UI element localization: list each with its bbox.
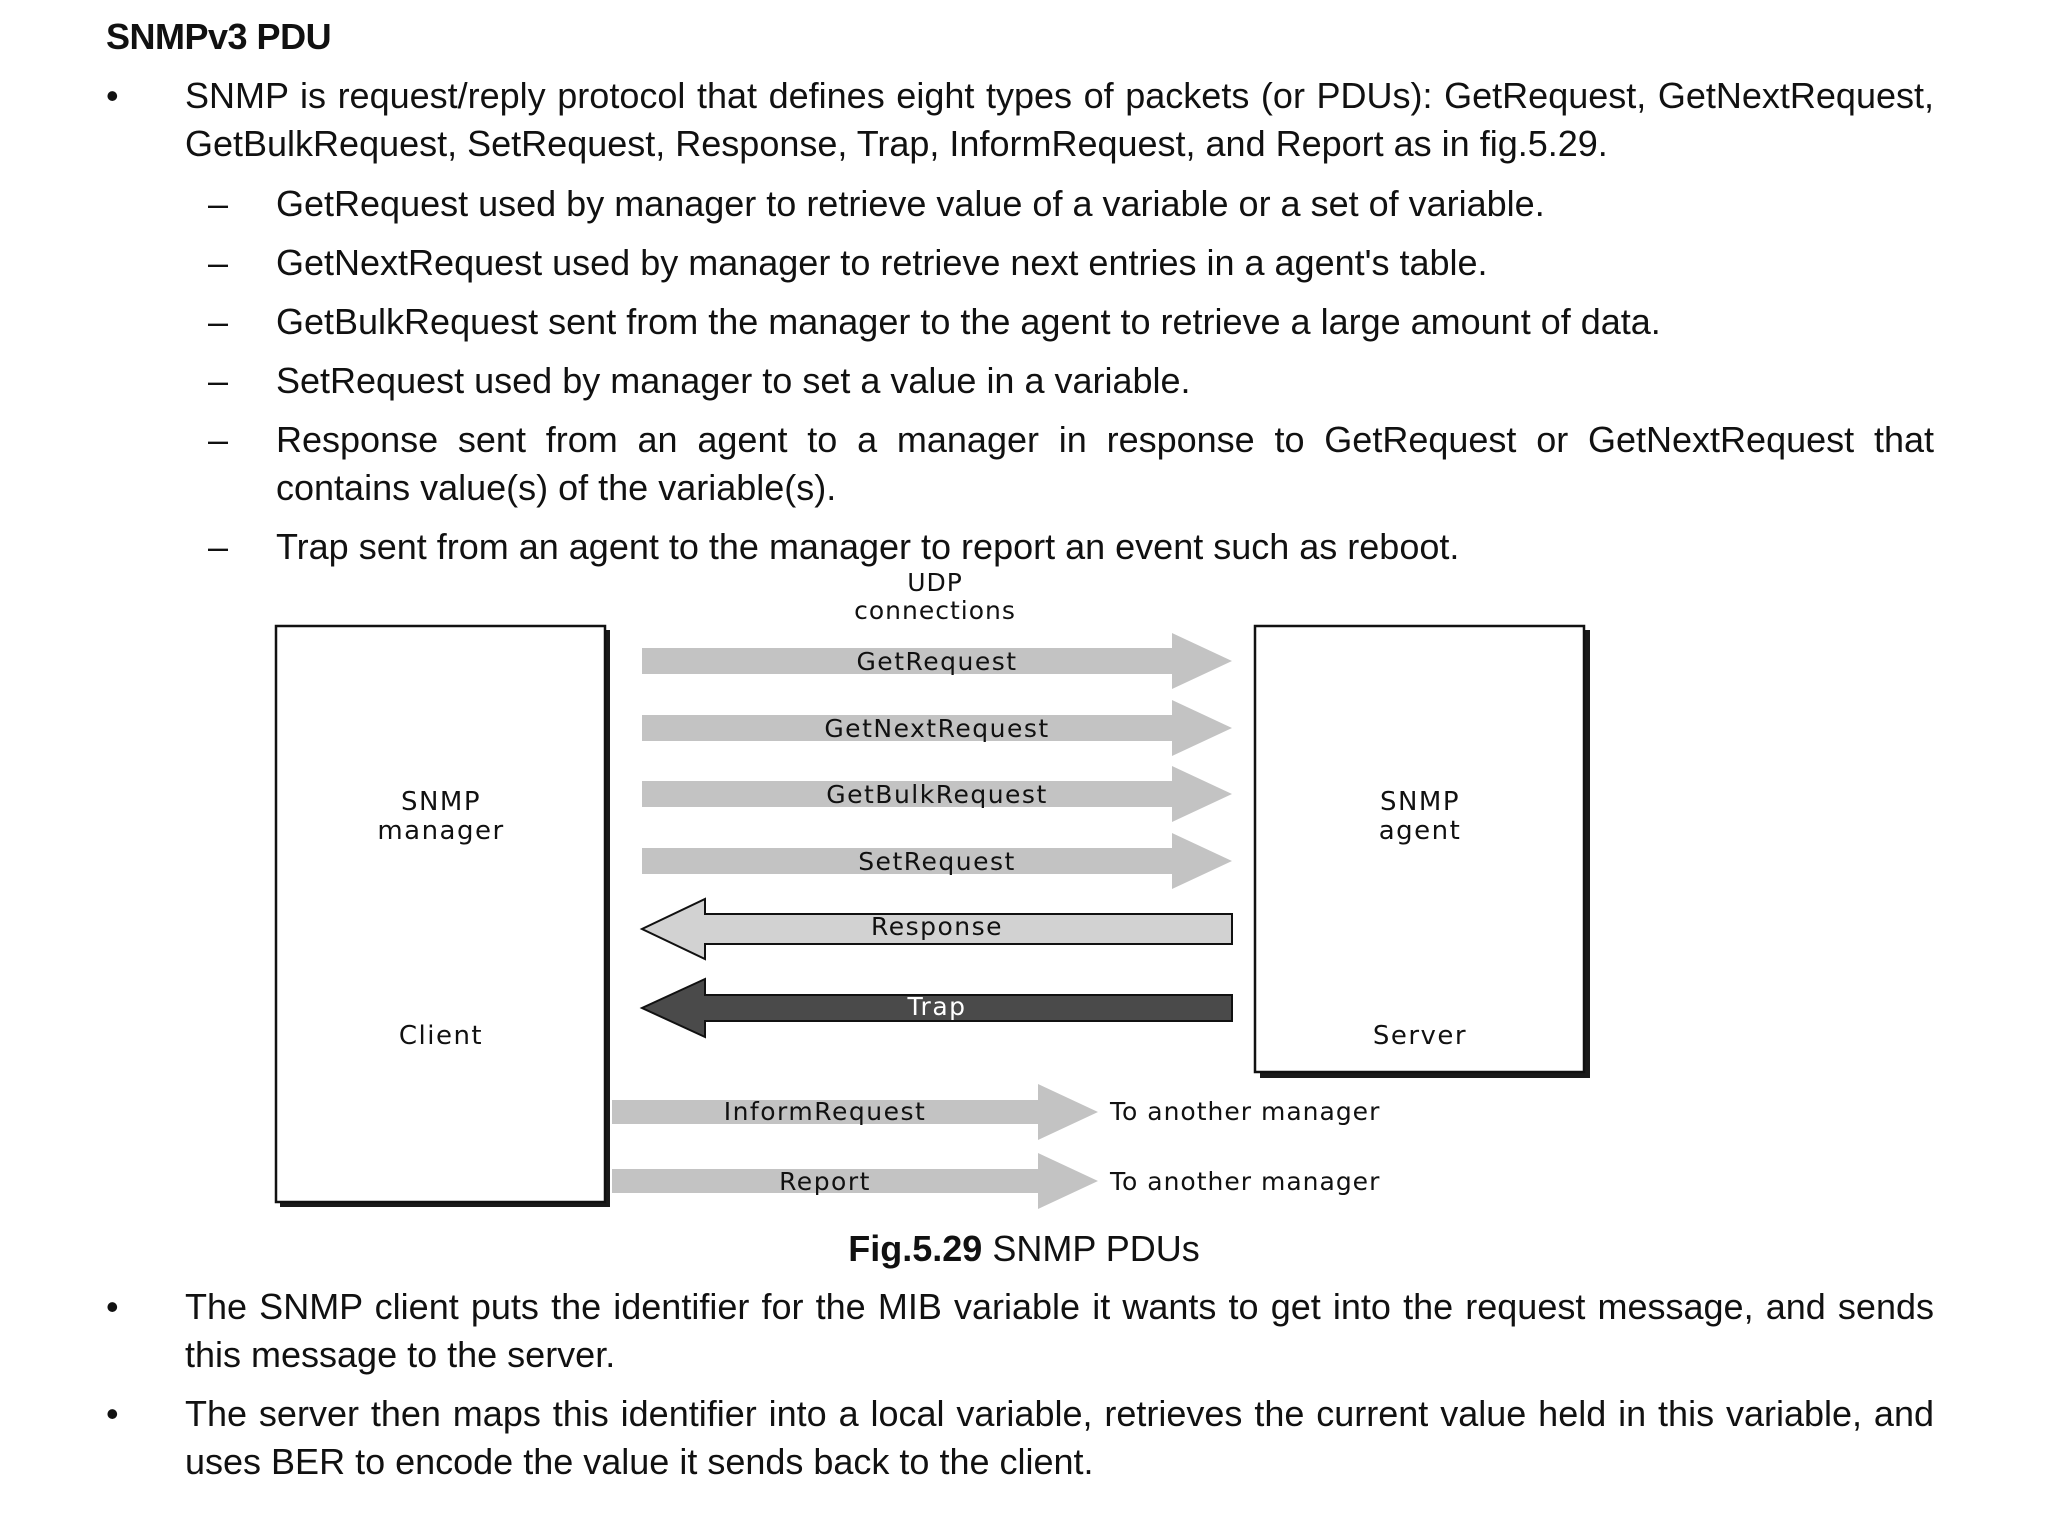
arrow-label-set-request: SetRequest: [858, 847, 1016, 876]
sub-item-get-next-request: [208, 239, 1934, 287]
server-bullet-text: The server then maps this identifier into a local variable, retrieves the current value held in this variable, and uses BER to encode the value it sends back to the client.: [185, 1393, 1934, 1482]
arrow-label-get-request: GetRequest: [856, 647, 1018, 676]
sub-item-text: Trap sent from an agent to the manager to report an event such as reboot.: [276, 526, 1460, 567]
dash-marker: –: [208, 360, 229, 401]
sub-item-text: GetNextRequest used by manager to retrieve next entries in a agent's table.: [276, 242, 1488, 283]
manager-label-line2: manager: [377, 816, 505, 846]
inform-target-label: To another manager: [1110, 1097, 1381, 1126]
sub-item-get-bulk-request: [208, 298, 1934, 346]
page-title: SNMPv3 PDU: [106, 16, 332, 57]
dash-marker: –: [208, 183, 229, 224]
intro-bullet: [106, 72, 1934, 168]
agent-label-line1: SNMP: [1379, 787, 1461, 817]
sub-item-trap: [208, 523, 1934, 571]
bullet-marker: •: [106, 75, 119, 116]
arrow-label-report: Report: [779, 1167, 871, 1196]
caption-text: SNMP PDUs: [982, 1228, 1200, 1269]
dash-marker: –: [208, 301, 229, 342]
snmp-agent-box: [1255, 626, 1584, 1072]
agent-label-line2: agent: [1378, 816, 1462, 846]
snmp-pdu-diagram: [260, 565, 1600, 1215]
sub-item-text: GetRequest used by manager to retrieve value of a variable or a set of variable.: [276, 183, 1545, 224]
arrow-label-inform-request: InformRequest: [723, 1097, 927, 1126]
diagram-canvas: [260, 565, 1600, 1215]
client-bullet-text: The SNMP client puts the identifier for the MIB variable it wants to get into the request message, and sends this message to the server.: [185, 1286, 1934, 1375]
server-bullet: [106, 1390, 1934, 1486]
manager-role-label: Client: [398, 1021, 484, 1051]
bullet-marker: •: [106, 1286, 119, 1327]
snmp-manager-box: [276, 626, 605, 1202]
udp-label-line1: UDP: [907, 568, 963, 597]
client-bullet: [106, 1283, 1934, 1379]
sub-item-text: SetRequest used by manager to set a value in a variable.: [276, 360, 1191, 401]
agent-role-label: Server: [1372, 1021, 1468, 1051]
caption-label: Fig.5.29: [848, 1228, 983, 1269]
intro-bullet-text: SNMP is request/reply protocol that defines eight types of packets (or PDUs): GetRequest, GetNextRequest, GetBulkRequest, SetRequest, Response, Trap, InformRequest, and Report as in fig.5.29.: [185, 75, 1934, 164]
arrow-label-get-bulk-request: GetBulkRequest: [826, 780, 1048, 809]
dash-marker: –: [208, 242, 229, 283]
arrow-label-get-next-request: GetNextRequest: [824, 714, 1050, 743]
sub-item-response: [208, 416, 1934, 512]
sub-item-text: Response sent from an agent to a manager in response to GetRequest or GetNextRequest that contains value(s) of the variable(s).: [276, 419, 1934, 508]
figure-caption: [0, 1228, 2048, 1270]
sub-item-get-request: [208, 180, 1934, 228]
dash-marker: –: [208, 419, 229, 460]
arrow-label-trap: Trap: [907, 992, 967, 1021]
sub-item-text: GetBulkRequest sent from the manager to the agent to retrieve a large amount of data.: [276, 301, 1661, 342]
bullet-marker: •: [106, 1393, 119, 1434]
arrow-label-response: Response: [870, 912, 1004, 941]
report-target-label: To another manager: [1110, 1167, 1381, 1196]
udp-label-line2: connections: [854, 596, 1016, 625]
sub-item-set-request: [208, 357, 1934, 405]
manager-label-line1: SNMP: [400, 787, 482, 817]
dash-marker: –: [208, 526, 229, 567]
